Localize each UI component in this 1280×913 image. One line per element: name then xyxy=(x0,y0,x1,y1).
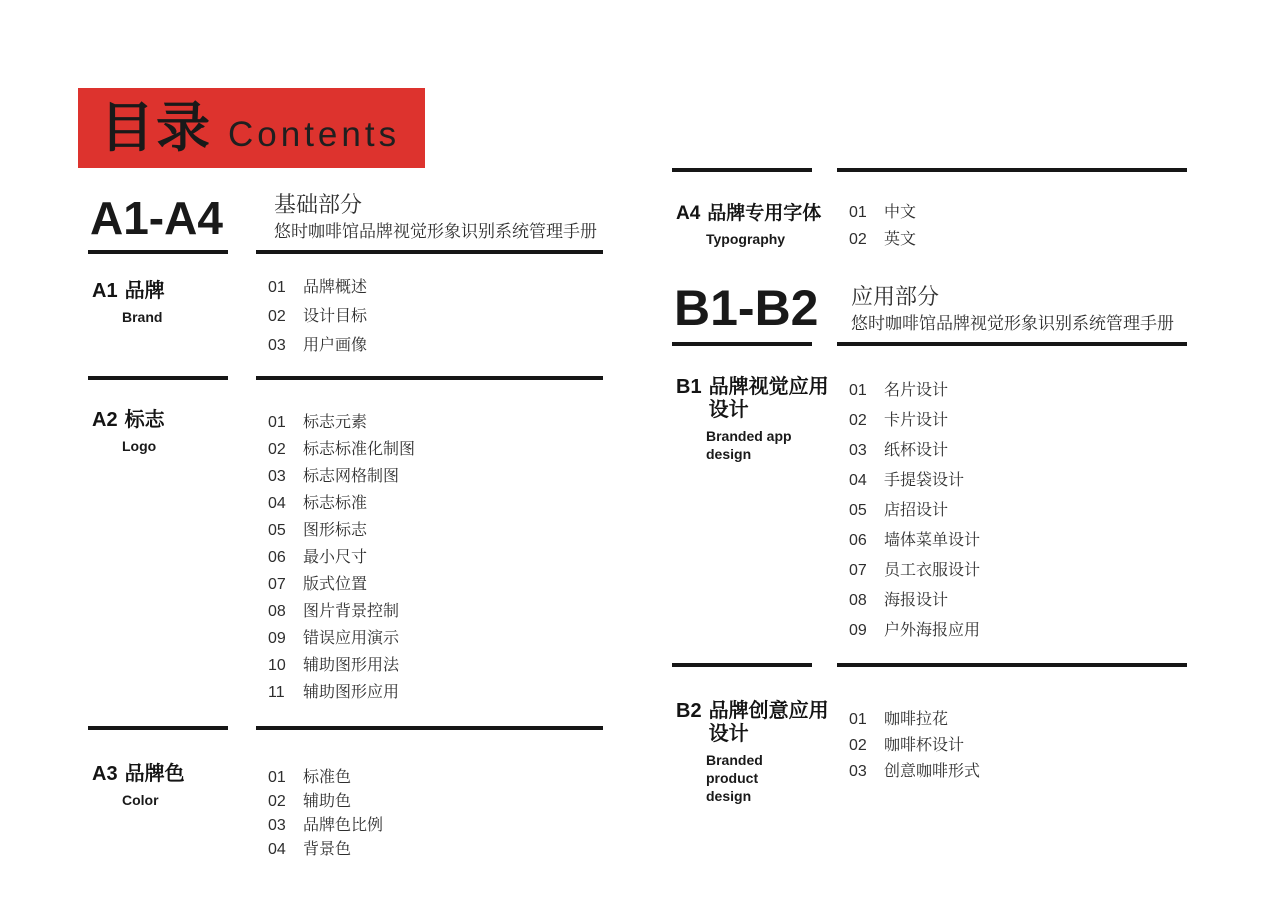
toc-item xyxy=(849,411,1187,441)
item-label: 品牌色比例 xyxy=(303,817,384,834)
item-number: 01 xyxy=(268,414,286,431)
toc-item xyxy=(268,575,603,602)
toc-item xyxy=(268,278,603,307)
part-title: 应用部分 xyxy=(851,284,940,309)
toc-item xyxy=(849,736,1187,762)
title-banner xyxy=(78,88,425,168)
toc-item xyxy=(849,230,1187,257)
toc-item xyxy=(849,441,1187,471)
toc-item xyxy=(268,413,603,440)
part-subtitle: 悠时咖啡馆品牌视觉形象识别系统管理手册 xyxy=(851,314,1174,333)
toc-item xyxy=(268,548,603,575)
item-label: 标志标准 xyxy=(303,495,368,512)
divider-bar xyxy=(88,376,228,380)
item-label: 创意咖啡形式 xyxy=(884,763,981,780)
section-label-a3 xyxy=(88,752,228,864)
divider-bar xyxy=(672,663,812,667)
item-label: 标准色 xyxy=(303,769,352,786)
item-label: 品牌概述 xyxy=(303,279,368,296)
page-title-en: Contents xyxy=(228,115,401,154)
section-id: A2 xyxy=(92,409,118,431)
toc-item xyxy=(268,629,603,656)
item-label: 设计目标 xyxy=(303,308,368,325)
item-number: 02 xyxy=(849,737,867,754)
item-number: 02 xyxy=(849,412,867,429)
item-label: 中文 xyxy=(884,204,917,221)
item-label: 背景色 xyxy=(303,841,352,858)
item-label: 图片背景控制 xyxy=(303,603,400,620)
part-title-cell xyxy=(837,283,1187,346)
section-name-en: Brand xyxy=(122,309,163,325)
item-number: 01 xyxy=(268,279,286,296)
item-number: 02 xyxy=(268,793,286,810)
item-label: 标志元素 xyxy=(303,414,368,431)
section-a1 xyxy=(88,270,603,365)
item-number: 05 xyxy=(849,502,867,519)
toc-item xyxy=(268,494,603,521)
item-number: 09 xyxy=(268,630,286,647)
item-label: 错误应用演示 xyxy=(303,630,400,647)
section-b2 xyxy=(672,694,1187,805)
item-number: 10 xyxy=(268,657,286,674)
item-label: 最小尺寸 xyxy=(303,549,368,566)
item-number: 04 xyxy=(268,495,286,512)
toc-item xyxy=(268,683,603,710)
item-number: 01 xyxy=(849,711,867,728)
divider-bar xyxy=(88,726,228,730)
part-range-cell xyxy=(88,190,228,254)
item-label: 咖啡杯设计 xyxy=(884,737,965,754)
section-id: B2 xyxy=(676,700,702,722)
section-name-cn: 品牌专用字体 xyxy=(707,203,822,224)
section-divider xyxy=(672,663,1187,667)
section-items-a3 xyxy=(256,752,603,864)
toc-item xyxy=(268,521,603,548)
part-title-cell xyxy=(256,190,603,254)
item-label: 店招设计 xyxy=(884,502,949,519)
item-number: 08 xyxy=(268,603,286,620)
item-number: 03 xyxy=(268,817,286,834)
section-divider xyxy=(88,376,603,380)
divider-bar xyxy=(256,376,603,380)
toc-item xyxy=(849,710,1187,736)
item-label: 辅助图形应用 xyxy=(303,684,400,701)
item-number: 01 xyxy=(268,769,286,786)
toc-item xyxy=(849,203,1187,230)
item-label: 户外海报应用 xyxy=(884,622,981,639)
part-subtitle: 悠时咖啡馆品牌视觉形象识别系统管理手册 xyxy=(274,222,597,241)
toc-item xyxy=(849,561,1187,591)
part-range: A1-A4 xyxy=(90,192,223,244)
part-range: B1-B2 xyxy=(674,280,819,336)
item-number: 08 xyxy=(849,592,867,609)
section-items-a2 xyxy=(256,403,603,710)
item-label: 咖啡拉花 xyxy=(884,711,949,728)
toc-item xyxy=(268,307,603,336)
divider-bar xyxy=(672,168,812,172)
toc-item xyxy=(849,591,1187,621)
section-id: A4 xyxy=(676,203,701,224)
item-number: 01 xyxy=(849,382,867,399)
toc-item xyxy=(849,381,1187,411)
section-divider xyxy=(672,168,1187,172)
item-label: 辅助图形用法 xyxy=(303,657,400,674)
section-name-en: Color xyxy=(122,792,159,808)
toc-item xyxy=(849,501,1187,531)
section-items-a1 xyxy=(256,270,603,365)
item-number: 07 xyxy=(268,576,286,593)
toc-item xyxy=(849,762,1187,788)
section-name-en: Typography xyxy=(706,231,786,247)
toc-item xyxy=(268,840,603,864)
section-a3 xyxy=(88,752,603,864)
item-number: 03 xyxy=(268,468,286,485)
item-number: 05 xyxy=(268,522,286,539)
section-b1 xyxy=(672,370,1187,651)
item-label: 名片设计 xyxy=(884,382,949,399)
part-title: 基础部分 xyxy=(274,192,363,217)
section-a4 xyxy=(672,194,1187,257)
section-items-a4 xyxy=(837,194,1187,257)
toc-item xyxy=(849,471,1187,501)
section-label-a1 xyxy=(88,270,228,365)
item-label: 用户画像 xyxy=(303,337,368,354)
toc-item xyxy=(268,792,603,816)
divider-bar xyxy=(837,168,1187,172)
item-number: 02 xyxy=(268,441,286,458)
item-number: 07 xyxy=(849,562,867,579)
item-number: 02 xyxy=(849,231,867,248)
section-name-cn: 品牌色 xyxy=(124,763,185,785)
toc-item xyxy=(268,768,603,792)
item-label: 墙体菜单设计 xyxy=(884,532,981,549)
divider-bar xyxy=(837,663,1187,667)
item-number: 03 xyxy=(849,442,867,459)
item-label: 版式位置 xyxy=(303,576,368,593)
item-number: 01 xyxy=(849,204,867,221)
item-label: 英文 xyxy=(884,231,917,248)
item-label: 手提袋设计 xyxy=(884,472,965,489)
part-header-basic xyxy=(88,190,603,254)
section-name-en: Branded product design xyxy=(706,752,763,804)
item-number: 04 xyxy=(849,472,867,489)
item-label: 纸杯设计 xyxy=(884,442,949,459)
toc-item xyxy=(268,440,603,467)
toc-item xyxy=(268,602,603,629)
item-number: 09 xyxy=(849,622,867,639)
item-label: 海报设计 xyxy=(884,592,949,609)
section-label-b2 xyxy=(672,694,829,805)
item-label: 图形标志 xyxy=(303,522,368,539)
item-number: 04 xyxy=(268,841,286,858)
section-label-b1 xyxy=(672,370,829,651)
page-title-cn: 目录 xyxy=(100,98,212,158)
section-a2 xyxy=(88,403,603,710)
item-label: 员工衣服设计 xyxy=(884,562,981,579)
section-name-en: Logo xyxy=(122,438,157,454)
toc-item xyxy=(849,621,1187,651)
section-id: B1 xyxy=(676,376,702,398)
toc-item xyxy=(268,816,603,840)
part-range-cell xyxy=(672,280,819,346)
item-number: 11 xyxy=(268,684,285,701)
item-label: 标志标准化制图 xyxy=(303,441,416,458)
section-items-b2 xyxy=(837,694,1187,805)
item-number: 02 xyxy=(268,308,286,325)
item-label: 辅助色 xyxy=(303,793,352,810)
item-label: 卡片设计 xyxy=(884,412,949,429)
item-number: 03 xyxy=(268,337,286,354)
section-id: A3 xyxy=(92,763,118,785)
section-divider xyxy=(88,726,603,730)
section-name-cn: 品牌 xyxy=(124,280,165,302)
section-name-en: Branded app design xyxy=(706,428,792,462)
part-header-application xyxy=(672,280,1187,346)
toc-item xyxy=(268,656,603,683)
divider-bar xyxy=(256,726,603,730)
toc-item xyxy=(849,531,1187,561)
section-id: A1 xyxy=(92,280,118,302)
toc-item xyxy=(268,336,603,365)
section-name-cn: 品牌创意应用 设计 xyxy=(708,700,829,745)
section-items-b1 xyxy=(837,370,1187,651)
section-label-a4 xyxy=(672,194,822,257)
section-label-a2 xyxy=(88,403,228,710)
item-number: 06 xyxy=(268,549,286,566)
section-name-cn: 品牌视觉应用 设计 xyxy=(708,376,829,421)
toc-item xyxy=(268,467,603,494)
section-name-cn: 标志 xyxy=(124,409,165,431)
item-number: 03 xyxy=(849,763,867,780)
item-number: 06 xyxy=(849,532,867,549)
item-label: 标志网格制图 xyxy=(303,468,400,485)
